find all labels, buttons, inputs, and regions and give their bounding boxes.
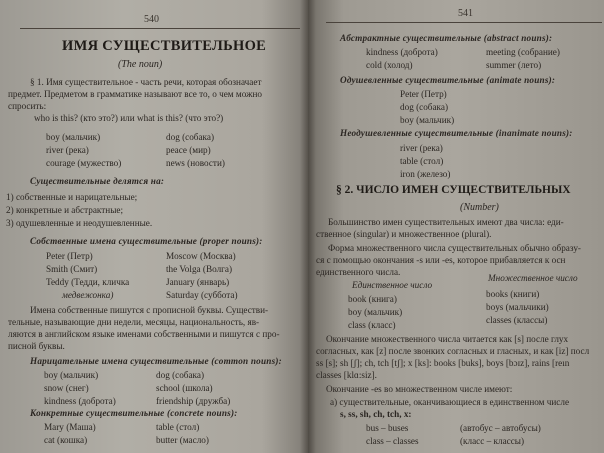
table-cell: boy (мальчик)	[348, 307, 403, 317]
intro-line: § 1. Имя существительное - часть речи, которая обозначает	[30, 77, 262, 87]
division-item: 2) конкретные и абстрактные;	[6, 205, 123, 215]
rule-line: s, ss, sh, ch, tch, x:	[340, 409, 412, 419]
example-word: boy (мальчик)	[400, 115, 455, 125]
example-word: Peter (Петр)	[400, 89, 447, 99]
example-word: news (новости)	[166, 158, 225, 168]
table-header: Множественное число	[488, 273, 578, 283]
page-number: 540	[144, 14, 159, 25]
table-cell: book (книга)	[348, 294, 397, 304]
paragraph-line: Окончание множественного числа читается как [s] после глух	[326, 334, 569, 344]
example-word: table (стол)	[400, 156, 444, 166]
example-word: cat (кошка)	[44, 435, 88, 445]
inanimate-nouns-heading: Неодушевленные существительные (inanimate nouns):	[340, 128, 573, 138]
example-word: dog (собака)	[166, 132, 215, 142]
common-nouns-heading: Нарицательные имена существительные (common nouns):	[30, 356, 282, 366]
table-cell: classes (классы)	[486, 315, 548, 325]
paragraph-line: Форма множественного числа существительных обычно образу-	[328, 243, 581, 253]
paragraph-line: согласных, как [z] после звонких согласных и гласных, и как [iz] посл	[316, 346, 590, 356]
example-word: friendship (дружба)	[156, 396, 231, 406]
example-word: snow (снег)	[44, 383, 89, 393]
example-word: the Volga (Волга)	[166, 264, 233, 274]
header-rule	[20, 28, 300, 29]
section-title: § 2. ЧИСЛО ИМЕН СУЩЕСТВИТЕЛЬНЫХ	[336, 184, 571, 196]
example-word: class – classes	[366, 436, 419, 446]
example-word: Peter (Петр)	[46, 251, 93, 261]
section-subtitle: (Number)	[460, 202, 499, 213]
animate-nouns-heading: Одушевленные существительные (animate nouns):	[340, 75, 556, 85]
example-word: table (стол)	[156, 422, 200, 432]
example-word: Mary (Маша)	[44, 422, 96, 432]
paragraph-line: писной буквы.	[8, 341, 65, 351]
example-word: peace (мир)	[166, 145, 211, 155]
example-word: butter (масло)	[156, 435, 209, 445]
division-heading: Существительные делятся на:	[30, 176, 165, 186]
paragraph-line: тельные, называющие дни недели, месяцы, национальность, яв-	[8, 317, 260, 327]
paragraph-line: ственное (singular) и множественное (plural).	[316, 229, 492, 239]
paragraph-line: ss [s]; sh [ʃ]; ch, tch [tʃ]; x [ks]: books [buks], boys [bɔɪz], rains [reın	[316, 358, 570, 368]
example-word: (класс – классы)	[460, 436, 525, 446]
example-word: river (река)	[400, 143, 443, 153]
division-item: 1) собственные и нарицательные;	[6, 192, 138, 202]
example-word: cold (холод)	[366, 60, 413, 70]
header-rule	[326, 22, 602, 23]
paragraph-line: Большинство имен существительных имеют два числа: еди-	[328, 217, 564, 227]
intro-line: спросить:	[8, 101, 47, 111]
intro-line: предмет. Предметом в грамматике называют все то, о чем можно	[8, 89, 262, 99]
concrete-nouns-heading: Конкретные существительные (concrete nouns):	[30, 408, 238, 418]
paragraph-line: ляются в английском языке именами собственными и пишутся с про-	[8, 329, 280, 339]
example-word: January (январь)	[166, 277, 230, 287]
right-page	[308, 0, 604, 453]
paragraph-line: classes [klɑ:siz].	[316, 370, 377, 380]
table-cell: class (класс)	[348, 320, 396, 330]
example-word: dog (собака)	[156, 370, 205, 380]
proper-nouns-heading: Собственные имена существительные (proper nouns):	[30, 236, 263, 246]
example-word: courage (мужество)	[46, 158, 122, 168]
example-word: iron (железо)	[400, 169, 451, 179]
table-cell: boys (мальчики)	[486, 302, 549, 312]
paragraph-line: Имена собственные пишутся с прописной буквы. Существи-	[30, 305, 269, 315]
example-word: boy (мальчик)	[46, 132, 101, 142]
example-word: dog (собака)	[400, 102, 449, 112]
book-gutter	[300, 0, 316, 453]
example-word: boy (мальчик)	[44, 370, 99, 380]
table-header: Единственное число	[352, 280, 433, 290]
example-word: kindness (доброта)	[366, 47, 438, 57]
example-word: Moscow (Москва)	[166, 251, 236, 261]
page-number: 541	[458, 8, 473, 19]
rule-line: а) существительные, оканчивающиеся в единственном числе	[330, 397, 570, 407]
example-word: Smith (Смит)	[46, 264, 98, 274]
example-word: school (школа)	[156, 383, 213, 393]
example-word: Teddy (Тедди, кличка	[46, 277, 130, 287]
abstract-nouns-heading: Абстрактные существительные (abstract nouns):	[340, 33, 553, 43]
page-title: ИМЯ СУЩЕСТВИТЕЛЬНОЕ	[62, 38, 267, 54]
intro-line: who is this? (кто это?) или what is this? (что это?)	[34, 113, 224, 123]
division-item: 3) одушевленные и неодушевленные.	[6, 218, 153, 228]
paragraph-line: Окончание -es во множественном числе имеют:	[326, 384, 513, 394]
example-word: summer (лето)	[486, 60, 542, 70]
example-word: Saturday (суббота)	[166, 290, 238, 300]
example-word: bus – buses	[366, 423, 409, 433]
page-subtitle: (The noun)	[118, 59, 163, 70]
example-word: (автобус – автобусы)	[460, 423, 541, 433]
example-word: медвежонка)	[62, 290, 114, 300]
paragraph-line: единственного числа.	[316, 267, 401, 277]
paragraph-line: ся с помощью окончания -s или -es, которое прибавляется к осн	[316, 255, 566, 265]
example-word: kindness (доброта)	[44, 396, 116, 406]
table-cell: books (книги)	[486, 289, 540, 299]
example-word: meeting (собрание)	[486, 47, 560, 57]
example-word: river (река)	[46, 145, 89, 155]
